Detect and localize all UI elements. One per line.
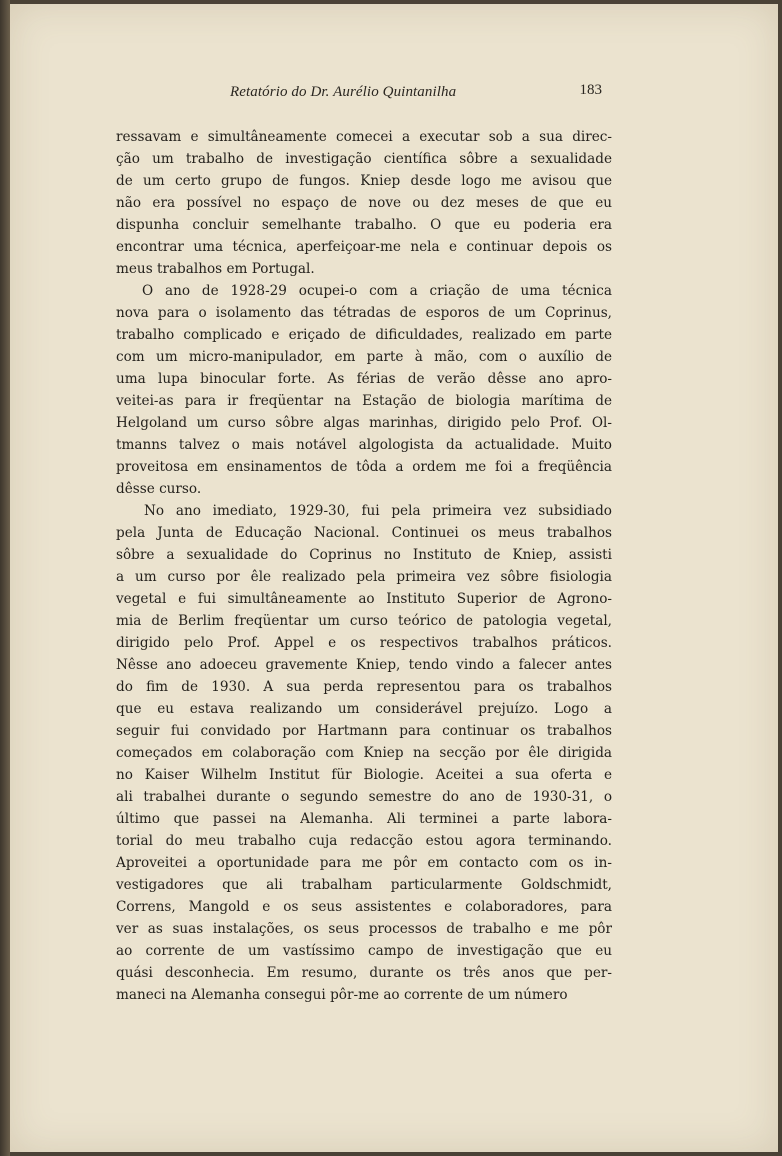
text-line: nova para o isolamento das tétradas de esporos de um Coprinus, [116,305,612,321]
text-line: Nêsse ano adoeceu gravemente Kniep, tendo vindo a falecer antes [116,657,612,673]
text-line: último que passei na Alemanha. Ali terminei a parte labora- [116,811,612,827]
text-line: ali trabalhei durante o segundo semestre do ano de 1930-31, o [116,789,612,805]
text-line: ver as suas instalações, os seus processos de trabalho e me pôr [116,921,612,937]
text-line: pela Junta de Educação Nacional. Continuei os meus trabalhos [116,525,612,541]
text-line: meus trabalhos em Portugal. [116,261,315,277]
text-line: quási desconhecia. Em resumo, durante os três anos que per- [116,965,612,981]
text-line: Correns, Mangold e os seus assistentes e colaboradores, para [116,899,612,915]
text-line: mia de Berlim freqüentar um curso teórico de patologia vegetal, [116,613,612,629]
paragraph [116,280,612,500]
text-line: do fim de 1930. A sua perda representou para os trabalhos [116,679,612,695]
text-line: vestigadores que ali trabalham particularmente Goldschmidt, [116,877,612,893]
text-line: dirigido pelo Prof. Appel e os respectivos trabalhos práticos. [116,635,612,651]
text-line: dispunha concluir semelhante trabalho. O que eu poderia era [116,217,612,233]
text-line: maneci na Alemanha consegui pôr-me ao corrente de um número [116,987,568,1003]
text-line: ao corrente de um vastíssimo campo de investigação que eu [116,943,612,959]
text-line: No ano imediato, 1929-30, fui pela primeira vez subsidiado [144,503,612,519]
text-line: no Kaiser Wilhelm Institut für Biologie. Aceitei a sua oferta e [116,767,612,783]
page-number: 183 [579,82,602,98]
text-line: tmanns talvez o mais notável algologista da actualidade. Muito [116,437,612,453]
text-line: vegetal e fui simultâneamente ao Instituto Superior de Agrono- [116,591,612,607]
text-line: sôbre a sexualidade do Coprinus no Instituto de Kniep, assisti [116,547,612,563]
paragraph [116,500,612,1006]
text-line: Aproveitei a oportunidade para me pôr em contacto com os in- [116,855,612,871]
text-line: veitei-as para ir freqüentar na Estação de biologia marítima de [116,393,612,409]
paragraph [116,126,612,280]
book-spine-shadow [0,0,10,1156]
text-line: torial do meu trabalho cuja redacção estou agora terminando. [116,833,612,849]
text-line: a um curso por êle realizado pela primeira vez sôbre fisiologia [116,569,612,585]
text-line: O ano de 1928-29 ocupei-o com a criação de uma técnica [142,283,612,299]
text-line: de um certo grupo de fungos. Kniep desde logo me avisou que [116,173,612,189]
page-header [230,84,602,104]
text-line: seguir fui convidado por Hartmann para continuar os trabalhos [116,723,612,739]
text-line: uma lupa binocular forte. As férias de verão dêsse ano apro- [116,371,612,387]
text-line: começados em colaboração com Kniep na secção por êle dirigida [116,745,612,761]
running-title: Retatório do Dr. Aurélio Quintanilha [230,84,457,100]
text-line: ressavam e simultâneamente comecei a executar sob a sua direc- [116,129,612,145]
text-line: não era possível no espaço de nove ou dez meses de que eu [116,195,612,211]
text-line: ção um trabalho de investigação científica sôbre a sexualidade [116,151,612,167]
text-line: encontrar uma técnica, aperfeiçoar-me nela e continuar depois os [116,239,612,255]
text-line: que eu estava realizando um considerável prejuízo. Logo a [116,701,612,717]
text-line: com um micro-manipulador, em parte à mão, com o auxílio de [116,349,612,365]
text-line: trabalho complicado e eriçado de dificuldades, realizado em parte [116,327,612,343]
text-line: dêsse curso. [116,481,202,497]
body-text [116,126,612,1006]
text-line: Helgoland um curso sôbre algas marinhas, dirigido pelo Prof. Ol- [116,415,612,431]
text-line: proveitosa em ensinamentos de tôda a ordem me foi a freqüência [116,459,612,475]
